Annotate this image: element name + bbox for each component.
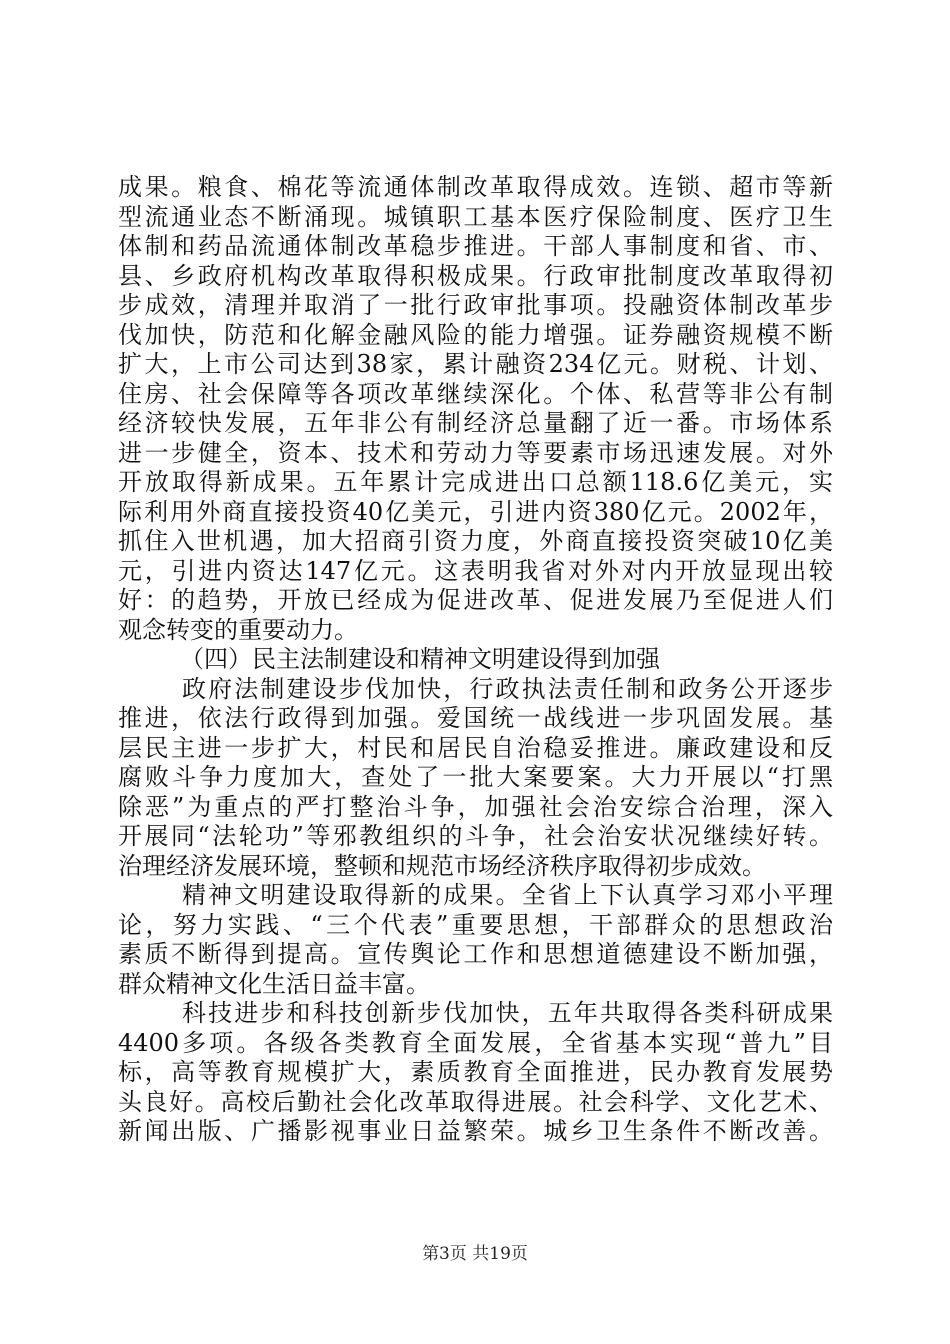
- paragraph-line: 素质不断得到提高。宣传舆论工作和思想道德建设不断加强，: [118, 940, 833, 968]
- paragraph-line: 腐败斗争力度加大，查处了一批大案要案。大力开展以“打黑: [118, 763, 833, 791]
- paragraph-line: 标，高等教育规模扩大，素质教育全面推进，民办教育发展势: [118, 1058, 833, 1086]
- paragraph-line: 经济较快发展，五年非公有制经济总量翻了近一番。市场体系: [118, 409, 833, 437]
- section-heading: （四）民主法制建设和精神文明建设得到加强: [180, 645, 660, 673]
- paragraph-line: 除恶”为重点的严打整治斗争，加强社会治安综合治理，深入: [118, 792, 833, 821]
- paragraph-line: 县、乡政府机构改革取得积极成果。行政审批制度改革取得初: [118, 261, 833, 290]
- paragraph-line: 成果。粮食、棉花等流通体制改革取得成效。连锁、超市等新: [118, 173, 833, 201]
- paragraph-line: 4400多项。各级各类教育全面发展，全省基本实现“普九”目: [118, 1028, 833, 1057]
- paragraph-line: 论，努力实践、“三个代表”重要思想，干部群众的思想政治: [118, 910, 833, 939]
- paragraph-line: 新闻出版、广播影视事业日益繁荣。城乡卫生条件不断改善。: [118, 1117, 833, 1145]
- paragraph-line: 治理经济发展环境，整顿和规范市场经济秩序取得初步成效。: [118, 851, 766, 880]
- paragraph-line: 体制和药品流通体制改革稳步推进。干部人事制度和省、市、: [118, 232, 833, 260]
- paragraph-line: 住房、社会保障等各项改革继续深化。个体、私营等非公有制: [118, 379, 833, 408]
- paragraph-line: 扩大，上市公司达到38家，累计融资234亿元。财税、计划、: [118, 350, 833, 378]
- paragraph-line: 层民主进一步扩大，村民和居民自治稳妥推进。廉政建设和反: [118, 733, 833, 762]
- paragraph-line: 伐加快，防范和化解金融风险的能力增强。证券融资规模不断: [118, 320, 833, 349]
- paragraph-line: 群众精神文化生活日益丰富。: [118, 969, 430, 998]
- paragraph-line: 精神文明建设取得新的成果。全省上下认真学习邓小平理: [182, 881, 833, 909]
- paragraph-line: 型流通业态不断涌现。城镇职工基本医疗保险制度、医疗卫生: [118, 202, 833, 231]
- paragraph-line: 推进，依法行政得到加强。爱国统一战线进一步巩固发展。基: [118, 704, 833, 732]
- paragraph-line: 观念转变的重要动力。: [118, 615, 358, 644]
- paragraph-line: 好：的趋势，开放已经成为促进改革、促进发展乃至促进人们: [118, 586, 833, 614]
- paragraph-line: 抓住入世机遇，加大招商引资力度，外商直接投资突破10亿美: [118, 527, 833, 555]
- paragraph-line: 开展同“法轮功”等邪教组织的斗争，社会治安状况继续好转。: [118, 822, 833, 850]
- paragraph-line: 开放取得新成果。五年累计完成进出口总额118.6亿美元，实: [118, 468, 833, 496]
- paragraph-line: 际利用外商直接投资40亿美元，引进内资380亿元。2002年，: [118, 497, 833, 526]
- paragraph-line: 头良好。高校后勤社会化改革取得进展。社会科学、文化艺术、: [118, 1087, 833, 1116]
- paragraph-line: 科技进步和科技创新步伐加快，五年共取得各类科研成果: [182, 999, 833, 1027]
- paragraph-line: 元，引进内资达147亿元。这表明我省对外对内开放显现出较: [118, 556, 833, 585]
- paragraph-line: 进一步健全，资本、技术和劳动力等要素市场迅速发展。对外: [118, 438, 833, 467]
- page-footer: 第3页 共19页: [422, 1244, 528, 1264]
- paragraph-line: 政府法制建设步伐加快，行政执法责任制和政务公开逐步: [182, 674, 833, 703]
- paragraph-line: 步成效，清理并取消了一批行政审批事项。投融资体制改革步: [118, 291, 833, 319]
